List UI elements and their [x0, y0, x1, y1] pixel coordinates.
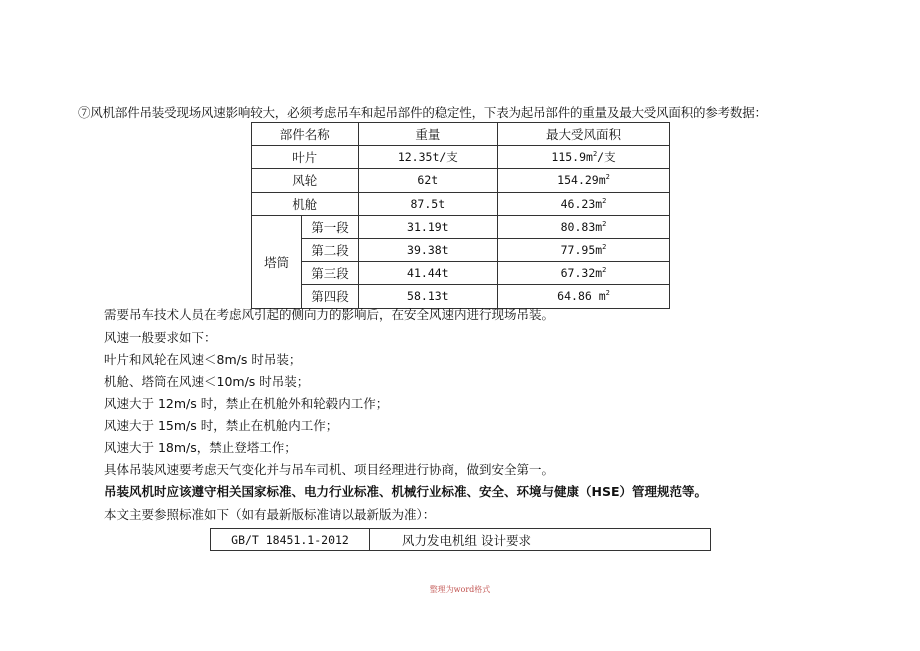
tower-section-area: [498, 215, 670, 238]
table-header-row: [252, 123, 670, 146]
area-value: 46.23m: [560, 196, 603, 211]
row-weight: 62t: [358, 169, 497, 192]
table-row: [252, 192, 670, 215]
area-suffix: /支: [597, 150, 616, 165]
tower-section-name: 第三段: [302, 262, 358, 285]
paragraph-standards-compliance: 吊装风机时应该遵守相关国家标准、电力行业标准、机械行业标准、安全、环境与健康（HSE）管理规范等。: [104, 484, 708, 499]
area-value: 67.32m: [560, 266, 603, 281]
row-name: 机舱: [252, 192, 359, 215]
header-component-name: 部件名称: [252, 123, 359, 146]
standard-title: 风力发电机组 设计要求: [370, 529, 711, 551]
header-weight: 重量: [358, 123, 497, 146]
tower-section-name: 第一段: [302, 215, 358, 238]
tower-section-weight: 58.13t: [358, 285, 497, 308]
area-exponent: 2: [602, 196, 607, 205]
component-parameter-table: [251, 122, 670, 309]
paragraph-nacelle-tower-limit: 机舱、塔筒在风速＜10m/s 时吊装；: [104, 374, 310, 389]
row-weight: 12.35t/支: [358, 146, 497, 169]
table-row: [211, 529, 711, 551]
area-exponent: 2: [605, 289, 610, 298]
row-area: [498, 146, 670, 169]
table-row: [252, 169, 670, 192]
paragraph-reference-standards: 本文主要参照标准如下（如有最新版标准请以最新版为准）：: [104, 507, 436, 522]
paragraph-18ms-rule: 风速大于 18m/s，禁止登塔工作；: [104, 440, 297, 455]
tower-section-weight: 31.19t: [358, 215, 497, 238]
paragraph-crane-technician: 需要吊车技术人员在考虑风引起的侧向力的影响后，在安全风速内进行现场吊装。: [104, 307, 555, 322]
area-exponent: 2: [605, 173, 610, 182]
area-value: 80.83m: [560, 219, 603, 234]
table-row: [252, 215, 670, 238]
standards-table: [210, 528, 711, 551]
row-name: 叶片: [252, 146, 359, 169]
header-max-wind-area: 最大受风面积: [498, 123, 670, 146]
area-value: 64.86 m: [557, 289, 606, 304]
paragraph-wind-requirements: 风速一般要求如下：: [104, 330, 217, 345]
tower-section-name: 第四段: [302, 285, 358, 308]
area-exponent: 2: [592, 150, 598, 159]
tower-label: 塔筒: [252, 215, 302, 308]
table-row: [252, 238, 670, 261]
table-row: [252, 262, 670, 285]
paragraph-15ms-rule: 风速大于 15m/s 时，禁止在机舱内工作；: [104, 418, 339, 433]
paragraph-blade-rotor-limit: 叶片和风轮在风速＜8m/s 时吊装；: [104, 352, 302, 367]
paragraph-negotiation: 具体吊装风速要考虑天气变化并与吊车司机、项目经理进行协商，做到安全第一。: [104, 462, 555, 477]
row-area: [498, 192, 670, 215]
area-exponent: 2: [602, 266, 607, 275]
standard-code: GB/T 18451.1-2012: [211, 529, 370, 551]
table-row: [252, 146, 670, 169]
row-weight: 87.5t: [358, 192, 497, 215]
tower-section-name: 第二段: [302, 238, 358, 261]
paragraph-12ms-rule: 风速大于 12m/s 时，禁止在机舱外和轮毂内工作；: [104, 396, 389, 411]
area-exponent: 2: [602, 219, 607, 228]
tower-section-area: [498, 262, 670, 285]
footer-note: 整理为word格式: [429, 585, 491, 594]
area-value: 77.95m: [560, 243, 603, 258]
row-area: [498, 169, 670, 192]
tower-section-weight: 41.44t: [358, 262, 497, 285]
tower-section-area: [498, 238, 670, 261]
tower-section-weight: 39.38t: [358, 238, 497, 261]
area-exponent: 2: [602, 243, 607, 252]
intro-paragraph: ⑦风机部件吊装受现场风速影响较大，必须考虑吊车和起吊部件的稳定性，下表为起吊部件的重量及最大受风面积的参考数据：: [78, 105, 767, 120]
area-value: 115.9m: [551, 150, 593, 165]
area-value: 154.29m: [557, 173, 606, 188]
row-name: 风轮: [252, 169, 359, 192]
